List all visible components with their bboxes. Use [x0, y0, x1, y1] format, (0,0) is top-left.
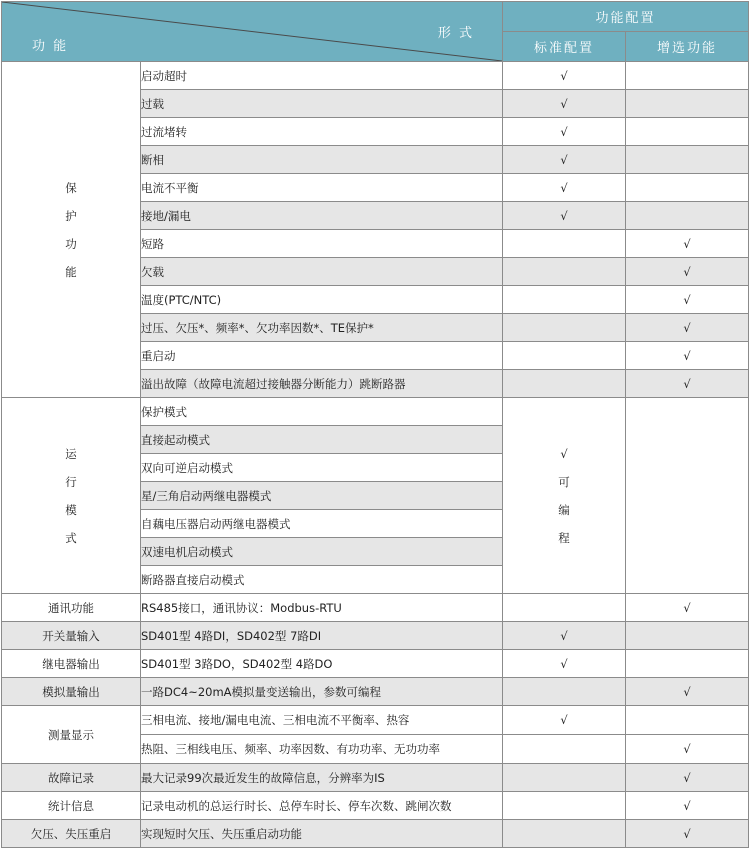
item-label: 过载	[141, 90, 503, 118]
row-desc: RS485接口，通讯协议：Modbus-RTU	[141, 594, 503, 622]
standard-mark: √	[503, 146, 626, 174]
item-label: 溢出故障（故障电流超过接触器分断能力）跳断路器	[141, 370, 503, 398]
row-label: 故障记录	[2, 764, 141, 792]
optional-mark: √	[626, 594, 749, 622]
table-row	[2, 650, 749, 678]
item-label: 接地/漏电	[141, 202, 503, 230]
table-row	[2, 764, 749, 792]
optional-mark	[626, 202, 749, 230]
table-row	[2, 594, 749, 622]
item-label: 重启动	[141, 342, 503, 370]
standard-mark	[503, 764, 626, 792]
standard-header: 标准配置	[503, 32, 626, 62]
item-label: 欠载	[141, 258, 503, 286]
item-label: 断相	[141, 146, 503, 174]
item-label: 自藕电压器启动两继电器模式	[141, 510, 503, 538]
function-config-table	[1, 1, 749, 848]
row-desc: 一路DC4~20mA模拟量变送输出，参数可编程	[141, 678, 503, 706]
optional-mark	[626, 650, 749, 678]
row-desc: 记录电动机的总运行时长、总停车时长、停车次数、跳闸次数	[141, 792, 503, 820]
table-row	[2, 820, 749, 848]
standard-mark	[503, 314, 626, 342]
optional-mark: √	[626, 820, 749, 848]
standard-mark: √	[503, 62, 626, 90]
row-label: 开关量输入	[2, 622, 141, 650]
optional-mark	[626, 90, 749, 118]
optional-header: 增选功能	[626, 32, 749, 62]
item-label: 双向可逆启动模式	[141, 454, 503, 482]
standard-mark: √	[503, 174, 626, 202]
item-label: 星/三角启动两继电器模式	[141, 482, 503, 510]
standard-mark: √	[503, 622, 626, 650]
optional-mark: √	[626, 342, 749, 370]
standard-mark	[503, 370, 626, 398]
optional-mark: √	[626, 370, 749, 398]
optional-mark	[626, 398, 749, 594]
table-row	[2, 62, 749, 90]
standard-mark	[503, 735, 626, 764]
item-label: 直接起动模式	[141, 426, 503, 454]
row-desc: 最大记录99次最近发生的故障信息，分辨率为IS	[141, 764, 503, 792]
item-label: 过流堵转	[141, 118, 503, 146]
standard-mark	[503, 820, 626, 848]
table-row	[2, 398, 749, 426]
programmable-standard-cell: √ 可 编 程	[503, 398, 626, 594]
standard-mark	[503, 286, 626, 314]
row-label: 继电器输出	[2, 650, 141, 678]
function-label: 功 能	[32, 39, 69, 54]
optional-mark	[626, 174, 749, 202]
standard-mark	[503, 258, 626, 286]
item-label: 电流不平衡	[141, 174, 503, 202]
standard-mark: √	[503, 90, 626, 118]
optional-mark: √	[626, 314, 749, 342]
optional-mark: √	[626, 678, 749, 706]
standard-mark: √	[503, 650, 626, 678]
optional-mark	[626, 706, 749, 735]
row-desc: SD401型 3路DO，SD402型 4路DO	[141, 650, 503, 678]
standard-mark	[503, 342, 626, 370]
row-label: 欠压、失压重启	[2, 820, 141, 848]
row-label: 统计信息	[2, 792, 141, 820]
optional-mark: √	[626, 286, 749, 314]
row-desc: 实现短时欠压、失压重启动功能	[141, 820, 503, 848]
standard-mark: √	[503, 706, 626, 735]
optional-mark: √	[626, 258, 749, 286]
optional-mark: √	[626, 735, 749, 764]
table-row	[2, 792, 749, 820]
optional-mark: √	[626, 792, 749, 820]
forms-label: 形 式	[437, 26, 474, 41]
row-desc: 三相电流、接地/漏电电流、三相电流不平衡率、热容	[141, 706, 503, 735]
header-row-1	[2, 2, 749, 32]
item-label: 启动超时	[141, 62, 503, 90]
run-mode-category: 运 行 模 式	[2, 398, 141, 594]
standard-mark	[503, 678, 626, 706]
table-row	[2, 622, 749, 650]
item-label: 保护模式	[141, 398, 503, 426]
item-label: 短路	[141, 230, 503, 258]
optional-mark	[626, 118, 749, 146]
standard-mark	[503, 792, 626, 820]
item-label: 过压、欠压*、频率*、欠功率因数*、TE保护*	[141, 314, 503, 342]
table-row	[2, 678, 749, 706]
optional-mark: √	[626, 764, 749, 792]
config-header: 功能配置	[503, 2, 749, 32]
optional-mark	[626, 146, 749, 174]
row-label: 测量显示	[2, 706, 141, 764]
item-label: 断路器直接启动模式	[141, 566, 503, 594]
optional-mark	[626, 62, 749, 90]
row-label: 模拟量输出	[2, 678, 141, 706]
standard-mark: √	[503, 118, 626, 146]
standard-mark	[503, 594, 626, 622]
row-desc: 热阻、三相线电压、频率、功率因数、有功功率、无功功率	[141, 735, 503, 764]
row-label: 通讯功能	[2, 594, 141, 622]
optional-mark: √	[626, 230, 749, 258]
standard-mark: √	[503, 202, 626, 230]
corner-header	[2, 2, 503, 62]
diagonal-line	[2, 2, 502, 61]
standard-mark	[503, 230, 626, 258]
optional-mark	[626, 622, 749, 650]
item-label: 温度(PTC/NTC)	[141, 286, 503, 314]
table-row	[2, 706, 749, 735]
row-desc: SD401型 4路DI，SD402型 7路DI	[141, 622, 503, 650]
item-label: 双速电机启动模式	[141, 538, 503, 566]
protection-category: 保 护 功 能	[2, 62, 141, 398]
